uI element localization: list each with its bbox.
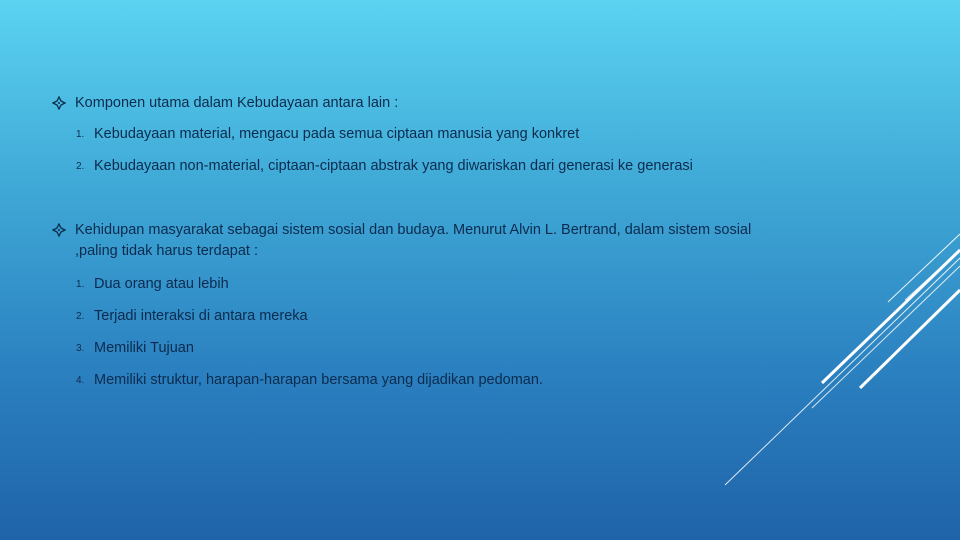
section-heading-line1: Kehidupan masyarakat sebagai sistem sosial dan budaya. Menurut Alvin L. Bertrand, dalam sistem sosial <box>75 222 752 238</box>
list-item-text: Dua orang atau lebih <box>94 276 229 292</box>
list-item-number: 1. <box>76 279 85 290</box>
section-heading: Komponen utama dalam Kebudayaan antara lain : <box>75 95 399 111</box>
list-item-text: Memiliki Tujuan <box>94 340 194 356</box>
list-item-number: 3. <box>76 343 85 354</box>
list-item-number: 4. <box>76 375 85 386</box>
diamond-bullet-icon <box>52 223 66 237</box>
list-item-number: 2. <box>76 161 85 172</box>
list-item-text: Terjadi interaksi di antara mereka <box>94 308 308 324</box>
list-item-text: Kebudayaan material, mengacu pada semua ciptaan manusia yang konkret <box>94 126 580 142</box>
list-item-text: Memiliki struktur, harapan-harapan bersama yang dijadikan pedoman. <box>94 372 543 388</box>
diamond-bullet-icon <box>52 96 66 110</box>
list-item-number: 2. <box>76 311 85 322</box>
list-item-number: 1. <box>76 129 85 140</box>
section-heading-line2: ,paling tidak harus terdapat : <box>75 243 258 259</box>
list-item-text: Kebudayaan non-material, ciptaan-ciptaan abstrak yang diwariskan dari generasi ke generasi <box>94 158 693 174</box>
